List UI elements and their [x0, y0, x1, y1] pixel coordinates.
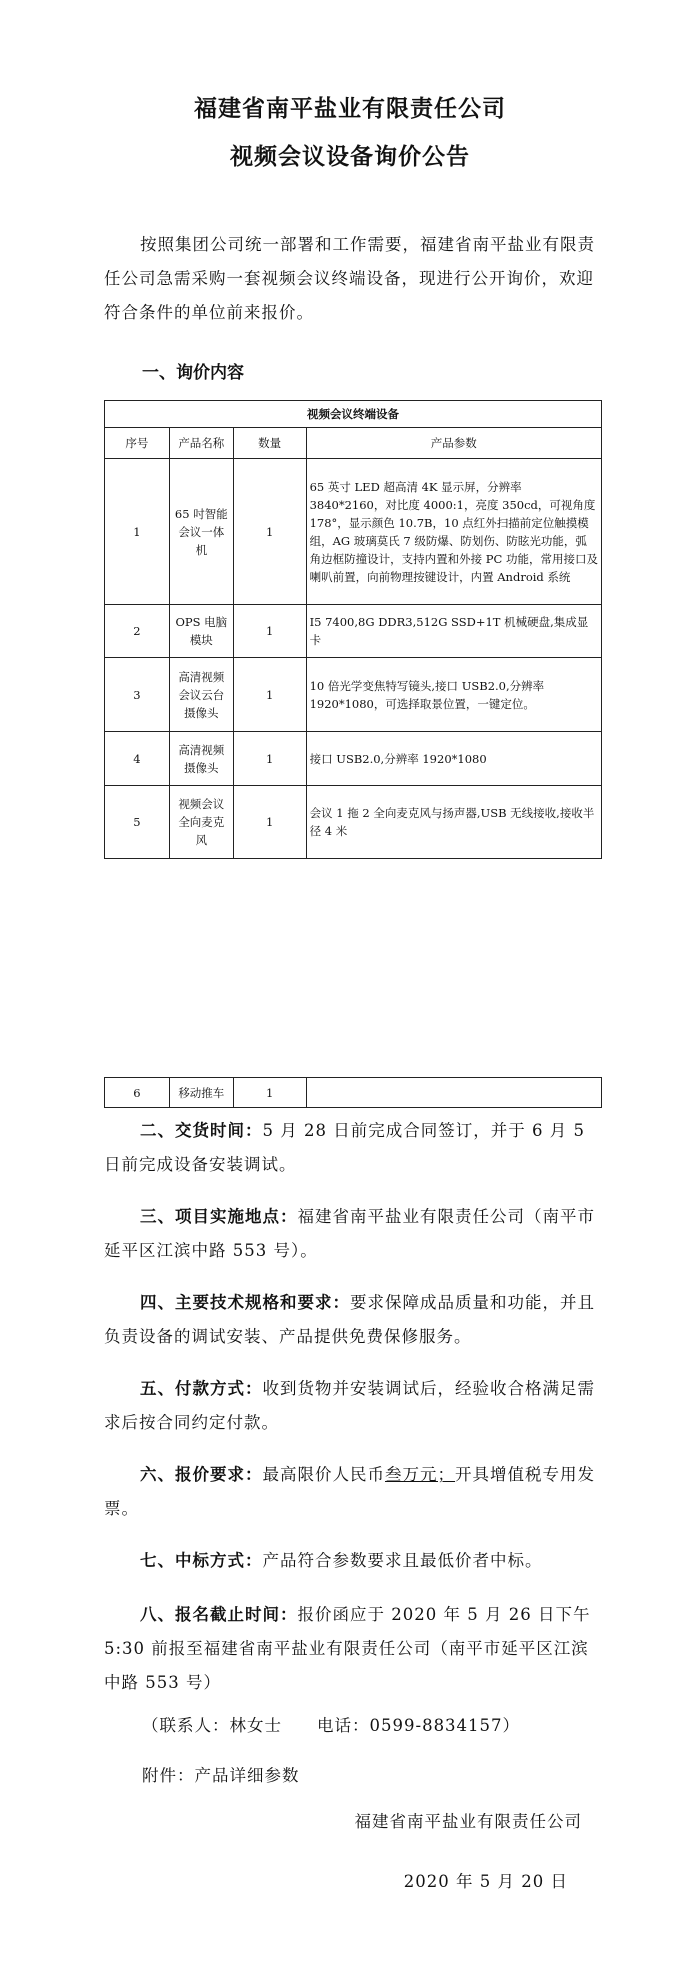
section8-text: 报价函应于 2020 年 5 月 26 日下午 5:30 前报至福建省南平盐业有限责任公司（南平市延平区江滨中路 553 号）: [104, 1605, 591, 1692]
row-qty: 1: [233, 459, 306, 605]
row-params: 会议 1 拖 2 全向麦克风与扬声器,USB 无线接收,接收半径 4 米: [306, 786, 601, 859]
row-no: 1: [105, 459, 170, 605]
section5-heading: 五、付款方式：: [140, 1379, 263, 1398]
section2-text: 5 月 28 日前完成合同签订，并于 6 月 5 日前完成设备安装调试。: [104, 1121, 585, 1174]
row-qty: 1: [233, 786, 306, 859]
attachment-line: 附件：产品详细参数: [142, 1766, 300, 1785]
table-header-row: [105, 428, 602, 459]
table-caption: 视频会议终端设备: [105, 401, 602, 428]
row-name: 视频会议全向麦克风: [169, 786, 233, 859]
row-no: 2: [105, 605, 170, 658]
section6-heading: 六、报价要求：: [140, 1465, 263, 1484]
inquiry-table-continued: [104, 1077, 602, 1108]
row-name: 65 吋智能会议一体机: [169, 459, 233, 605]
row-qty: 1: [233, 658, 306, 732]
table-row: [105, 605, 602, 658]
row-qty: 1: [233, 605, 306, 658]
intro-paragraph: 按照集团公司统一部署和工作需要，福建省南平盐业有限责任公司急需采购一套视频会议终端设备，现进行公开询价，欢迎符合条件的单位前来报价。: [104, 235, 595, 322]
row-name: OPS 电脑模块: [169, 605, 233, 658]
row-no: 5: [105, 786, 170, 859]
row-name: 高清视频摄像头: [169, 732, 233, 786]
row-no: 3: [105, 658, 170, 732]
row-params: 接口 USB2.0,分辨率 1920*1080: [306, 732, 601, 786]
row-no: 6: [105, 1078, 170, 1108]
section4-heading: 四、主要技术规格和要求：: [140, 1293, 350, 1312]
section7-award: [104, 1544, 602, 1578]
row-qty: 1: [233, 732, 306, 786]
inquiry-table: [104, 400, 602, 859]
price-limit: 叁万元；: [385, 1465, 455, 1484]
section8-heading: 八、报名截止时间：: [140, 1605, 298, 1624]
doc-title-line2: 视频会议设备询价公告: [230, 144, 470, 170]
section3-text: 福建省南平盐业有限责任公司（南平市延平区江滨中路 553 号）。: [104, 1207, 595, 1260]
col-header-no: 序号: [105, 428, 170, 459]
row-params: 65 英寸 LED 超高清 4K 显示屏，分辨率 3840*2160，对比度 4000:1，亮度 350cd，可视角度 178°，显示颜色 10.7B，10 点红外扫描前定位触摸模组，AG 玻璃莫氏 7 级防爆、防划伤、防眩光功能，弧角边框防撞设计，支持内置和外接 PC 功能，常用接口及喇叭前置，向前物理按键设计，内置 Android 系统: [306, 459, 601, 605]
section6-text-before: 最高限价人民币: [262, 1465, 385, 1484]
section2-heading: 二、交货时间：: [140, 1121, 263, 1140]
section7-heading: 七、中标方式：: [140, 1551, 263, 1570]
row-name: 高清视频会议云台摄像头: [169, 658, 233, 732]
table-row: [105, 786, 602, 859]
section6-text-after: 开具增值税专用发票。: [104, 1465, 595, 1518]
section5-payment: [104, 1372, 602, 1440]
signature-date: 2020 年 5 月 20 日: [403, 1872, 568, 1891]
section5-text: 收到货物并安装调试后，经验收合格满足需求后按合同约定付款。: [104, 1379, 595, 1432]
section2-delivery: [104, 1114, 602, 1182]
section8-deadline: [104, 1598, 602, 1700]
col-header-params: 产品参数: [306, 428, 601, 459]
row-no: 4: [105, 732, 170, 786]
col-header-qty: 数量: [233, 428, 306, 459]
section3-heading: 三、项目实施地点：: [140, 1207, 298, 1226]
section6-quote: [104, 1458, 602, 1526]
section3-location: [104, 1200, 602, 1268]
doc-title-line1: 福建省南平盐业有限责任公司: [194, 96, 506, 122]
signature-company: 福建省南平盐业有限责任公司: [354, 1812, 582, 1831]
row-params: 10 倍光学变焦特写镜头,接口 USB2.0,分辨率 1920*1080，可选择取景位置，一键定位。: [306, 658, 601, 732]
row-name: 移动推车: [169, 1078, 233, 1108]
section4-requirements: [104, 1286, 602, 1354]
section1-title: 一、询价内容: [142, 363, 244, 383]
row-params: I5 7400,8G DDR3,512G SSD+1T 机械硬盘,集成显卡: [306, 605, 601, 658]
row-params: [306, 1078, 601, 1108]
table-row: [105, 658, 602, 732]
table-row: [105, 732, 602, 786]
row-qty: 1: [233, 1078, 306, 1108]
contact-line: （联系人：林女士 电话：0599-8834157）: [142, 1716, 521, 1735]
table-row: [105, 459, 602, 605]
table-row: [105, 1078, 602, 1108]
col-header-name: 产品名称: [169, 428, 233, 459]
section4-text: 要求保障成品质量和功能，并且负责设备的调试安装、产品提供免费保修服务。: [104, 1293, 595, 1346]
section7-text: 产品符合参数要求且最低价者中标。: [262, 1551, 543, 1570]
